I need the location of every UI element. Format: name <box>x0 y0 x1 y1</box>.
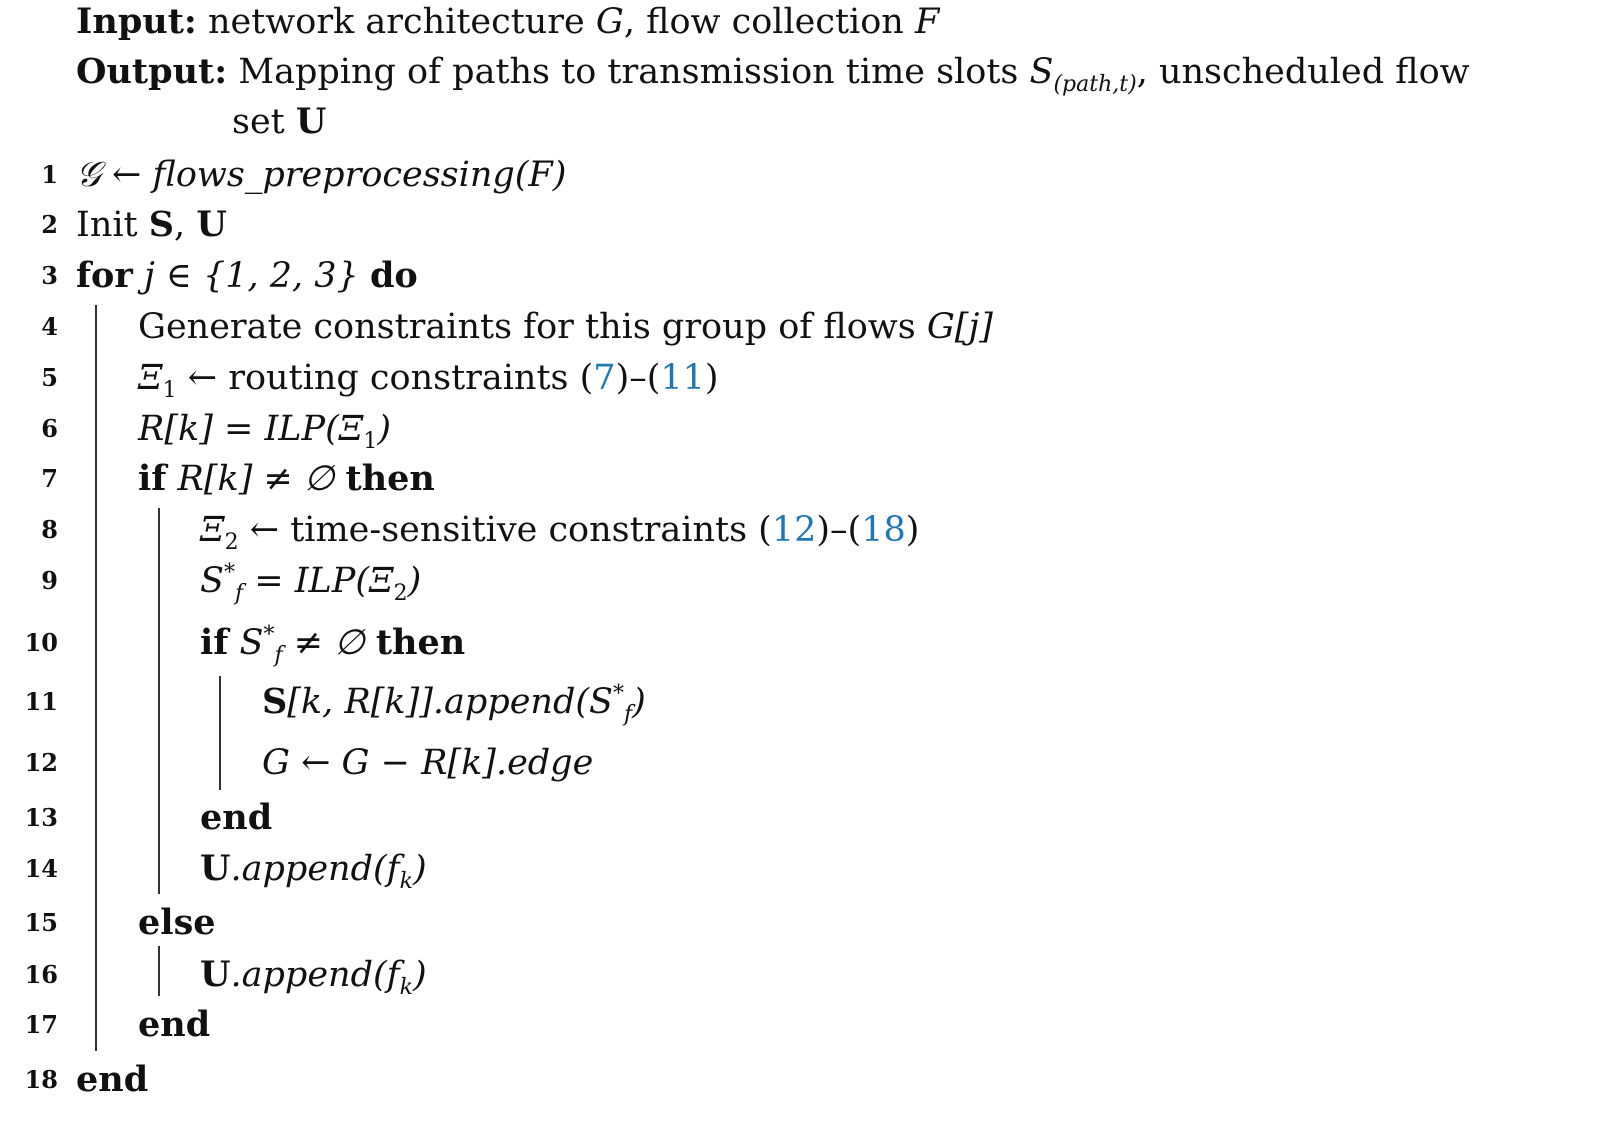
line-code: end <box>138 1004 211 1045</box>
line-number: 8 <box>41 515 58 544</box>
equation-ref-12[interactable]: 12 <box>771 510 817 550</box>
for-block-rule <box>95 305 97 1051</box>
line-number: 6 <box>41 414 58 443</box>
line-number: 1 <box>41 160 58 189</box>
line-number: 16 <box>24 960 58 989</box>
input-label: Input: <box>76 1 197 42</box>
line-number: 2 <box>41 210 58 239</box>
line-number: 15 <box>24 908 58 937</box>
line-number: 7 <box>41 464 58 493</box>
line-code: $S^*_f = ILP(\Xi_2)$ <box>200 560 422 606</box>
equation-ref-11[interactable]: 11 <box>660 358 705 398</box>
line-code: $U.append(f_k)$ <box>200 848 427 894</box>
output-text-after: , unscheduled flow <box>1136 52 1470 92</box>
output-s-subscript: (path,t) <box>1053 72 1137 97</box>
line-code: if R[k] ≠ ∅ then <box>138 458 435 499</box>
line-number: 12 <box>24 748 58 777</box>
output-label: Output: <box>76 51 228 92</box>
output-s-symbol: S <box>1029 52 1054 92</box>
equation-ref-18[interactable]: 18 <box>861 510 906 550</box>
line-number: 10 <box>24 628 58 657</box>
line-code: for j ∈ {1, 2, 3} do <box>76 255 418 296</box>
input-graph-symbol: G <box>595 2 624 42</box>
line-number: 5 <box>41 363 58 392</box>
algorithm-output <box>76 51 1470 97</box>
line-number: 4 <box>41 312 58 341</box>
line-number: 14 <box>24 854 58 883</box>
line-number: 9 <box>41 566 58 595</box>
line-code: $\Xi_2$ ← time-sensitive constraints (12)–(18) <box>200 510 920 555</box>
else-block-rule <box>158 946 160 996</box>
inner-if-block-rule <box>219 676 221 790</box>
line-code: $\Xi_1$ ← routing constraints (7)–(11) <box>138 358 719 403</box>
output-set-symbol: U <box>295 101 327 142</box>
input-flow-symbol: F <box>914 2 940 42</box>
line-code: S[k, $R[k]].append(S^*_f)$ <box>262 681 646 727</box>
line-number: 17 <box>24 1010 58 1039</box>
line-number: 13 <box>24 803 58 832</box>
line-code: G ← G − R[k].edge <box>262 743 594 783</box>
line-code: $U.append(f_k)$ <box>200 954 427 1000</box>
line-code: end <box>200 797 273 838</box>
line-code: else <box>138 902 216 943</box>
line-code: $R[k] = ILP(\Xi_1)$ <box>138 409 392 454</box>
line-code: Generate constraints for this group of flows G[j] <box>138 307 993 347</box>
line-number: 3 <box>41 261 58 290</box>
input-text: network architecture <box>207 2 596 42</box>
output-set-text: set <box>232 102 296 142</box>
line-number: 18 <box>24 1065 58 1094</box>
line-number: 11 <box>24 687 58 716</box>
equation-ref-7[interactable]: 7 <box>593 358 616 398</box>
line-code: 𝒢 ← flows_preprocessing(F) <box>76 155 567 195</box>
algorithm-input <box>76 2 939 42</box>
input-text-mid: , flow collection <box>623 2 915 42</box>
if-block-rule <box>158 508 160 894</box>
algorithm-output-continued <box>232 102 326 142</box>
output-text: Mapping of paths to transmission time slots <box>238 52 1030 92</box>
line-code: Init S, U <box>76 204 227 245</box>
line-code: if $S^*_f$ ≠ ∅ then <box>200 622 466 668</box>
line-code: end <box>76 1059 149 1100</box>
